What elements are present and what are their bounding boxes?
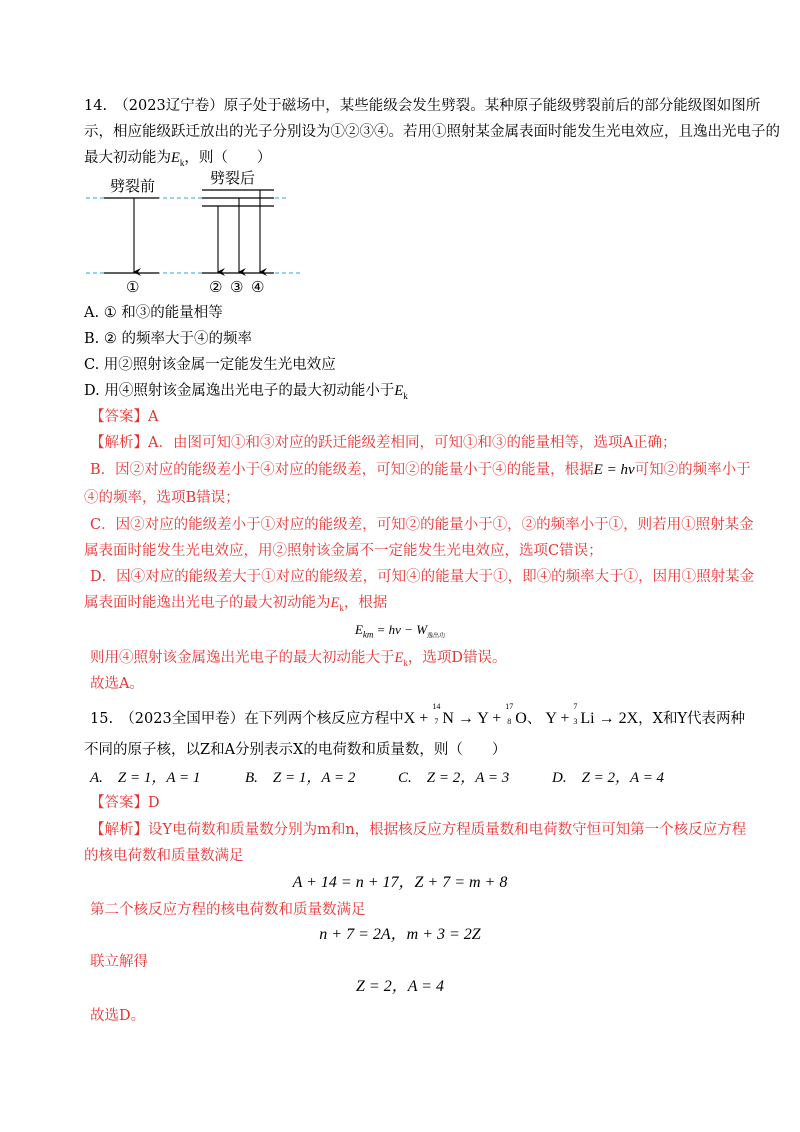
q14-analysis-line-4: C．因②对应的能级差小于①对应的能级差，可知②的能量小于①，②的频率小于①，则若用①照射某金 [90,517,754,533]
q14-analysis-line-7: 属表面时能逸出光电子的最大初动能为$E_k$，根据 [84,595,388,613]
q14-analysis-line-9: 故选A。 [90,676,144,692]
q14-option-b: B. ② 的频率大于④的频率 [84,331,252,347]
q14-stem-line-1: 14. （2023辽宁卷）原子处于磁场中，某些能级会发生劈裂。某种原子能级劈裂前后的部分能级图如图所 [84,98,761,114]
q15-option-c: C. Z = 2，A = 3 [398,770,510,786]
q15-analysis-line-3: 第二个核反应方程的核电荷数和质量数满足 [90,902,366,918]
q14-option-a: A. ① 和③的能量相等 [84,305,223,321]
q15-option-d: D. Z = 2，A = 4 [552,770,665,786]
q15-analysis-line-5: 故选D。 [90,1008,146,1024]
label-after-split: 劈裂后 [210,169,256,187]
q14-analysis-line-8: 则用④照射该金属逸出光电子的最大初动能大于$E_k$，选项D错误。 [90,650,507,668]
label-photon-4: ④ [251,278,265,296]
q15-equation-2: n + 7 = 2A，m + 3 = 2Z [319,926,481,943]
label-before-split: 劈裂前 [110,177,156,195]
q14-analysis-line-3: ④的频率，选项B错误； [84,490,240,506]
q14-stem-line-2: 示，相应能级跃迁放出的光子分别设为①②③④。若用①照射某金属表面时能发生光电效应，且逸出光电子的 [84,124,780,140]
q14-analysis-line-2: B．因②对应的能级差小于④对应的能级差，可知②的能量小于④的能量，根据E = hν可知②的频率小于 [90,462,751,478]
q15-analysis-line-4: 联立解得 [90,954,148,970]
q15-stem-line-1: 15. （2023全国甲卷）在下列两个核反应方程中X + 14 7 N → Y + 17 8 O、 Y + 7 3 Li → 2X，X和Y代表两种 [90,702,746,727]
q15-analysis-line-2: 的核电荷数和质量数满足 [84,848,244,864]
label-photon-1: ① [126,278,140,296]
label-photon-3: ③ [230,278,244,296]
q14-answer: 【答案】A [90,409,159,425]
q15-answer: 【答案】D [90,795,160,811]
q14-formula-ekm: $E_{km} = h\nu - W_{逸出功}$ [354,622,446,640]
q15-option-a: A. Z = 1，A = 1 [90,770,201,786]
label-photon-2: ② [209,278,223,296]
energy-level-diagram [84,165,314,300]
q14-option-c: C. 用②照射该金属一定能发生光电效应 [84,357,336,373]
q14-stem-line-3: 最大初动能为$E_k$，则（ ） [84,150,272,168]
q14-analysis-line-1: 【解析】A．由图可知①和③对应的跃迁能级差相同，可知①和③的能量相等，选项A正确； [90,435,677,451]
q15-analysis-line-1: 【解析】设Y电荷数和质量数分别为m和n，根据核反应方程质量数和电荷数守恒可知第一个核反应方程 [90,822,747,838]
q15-equation-1: A + 14 = n + 17，Z + 7 = m + 8 [292,874,508,891]
q14-analysis-line-6: D．因④对应的能级差大于①对应的能级差，可知④的能量大于①，即④的频率大于①，因用①照射某金 [90,569,755,585]
q14-option-d: D. 用④照射该金属逸出光电子的最大初动能小于$E_k$ [84,383,408,401]
q15-stem-line-2: 不同的原子核，以Z和A分别表示X的电荷数和质量数，则（ ） [84,742,507,758]
q15-option-b: B. Z = 1，A = 2 [245,770,356,786]
q15-equation-3: Z = 2，A = 4 [356,978,444,995]
q14-analysis-line-5: 属表面时能发生光电效应，用②照射该金属不一定能发生光电效应，选项C错误； [84,543,603,559]
